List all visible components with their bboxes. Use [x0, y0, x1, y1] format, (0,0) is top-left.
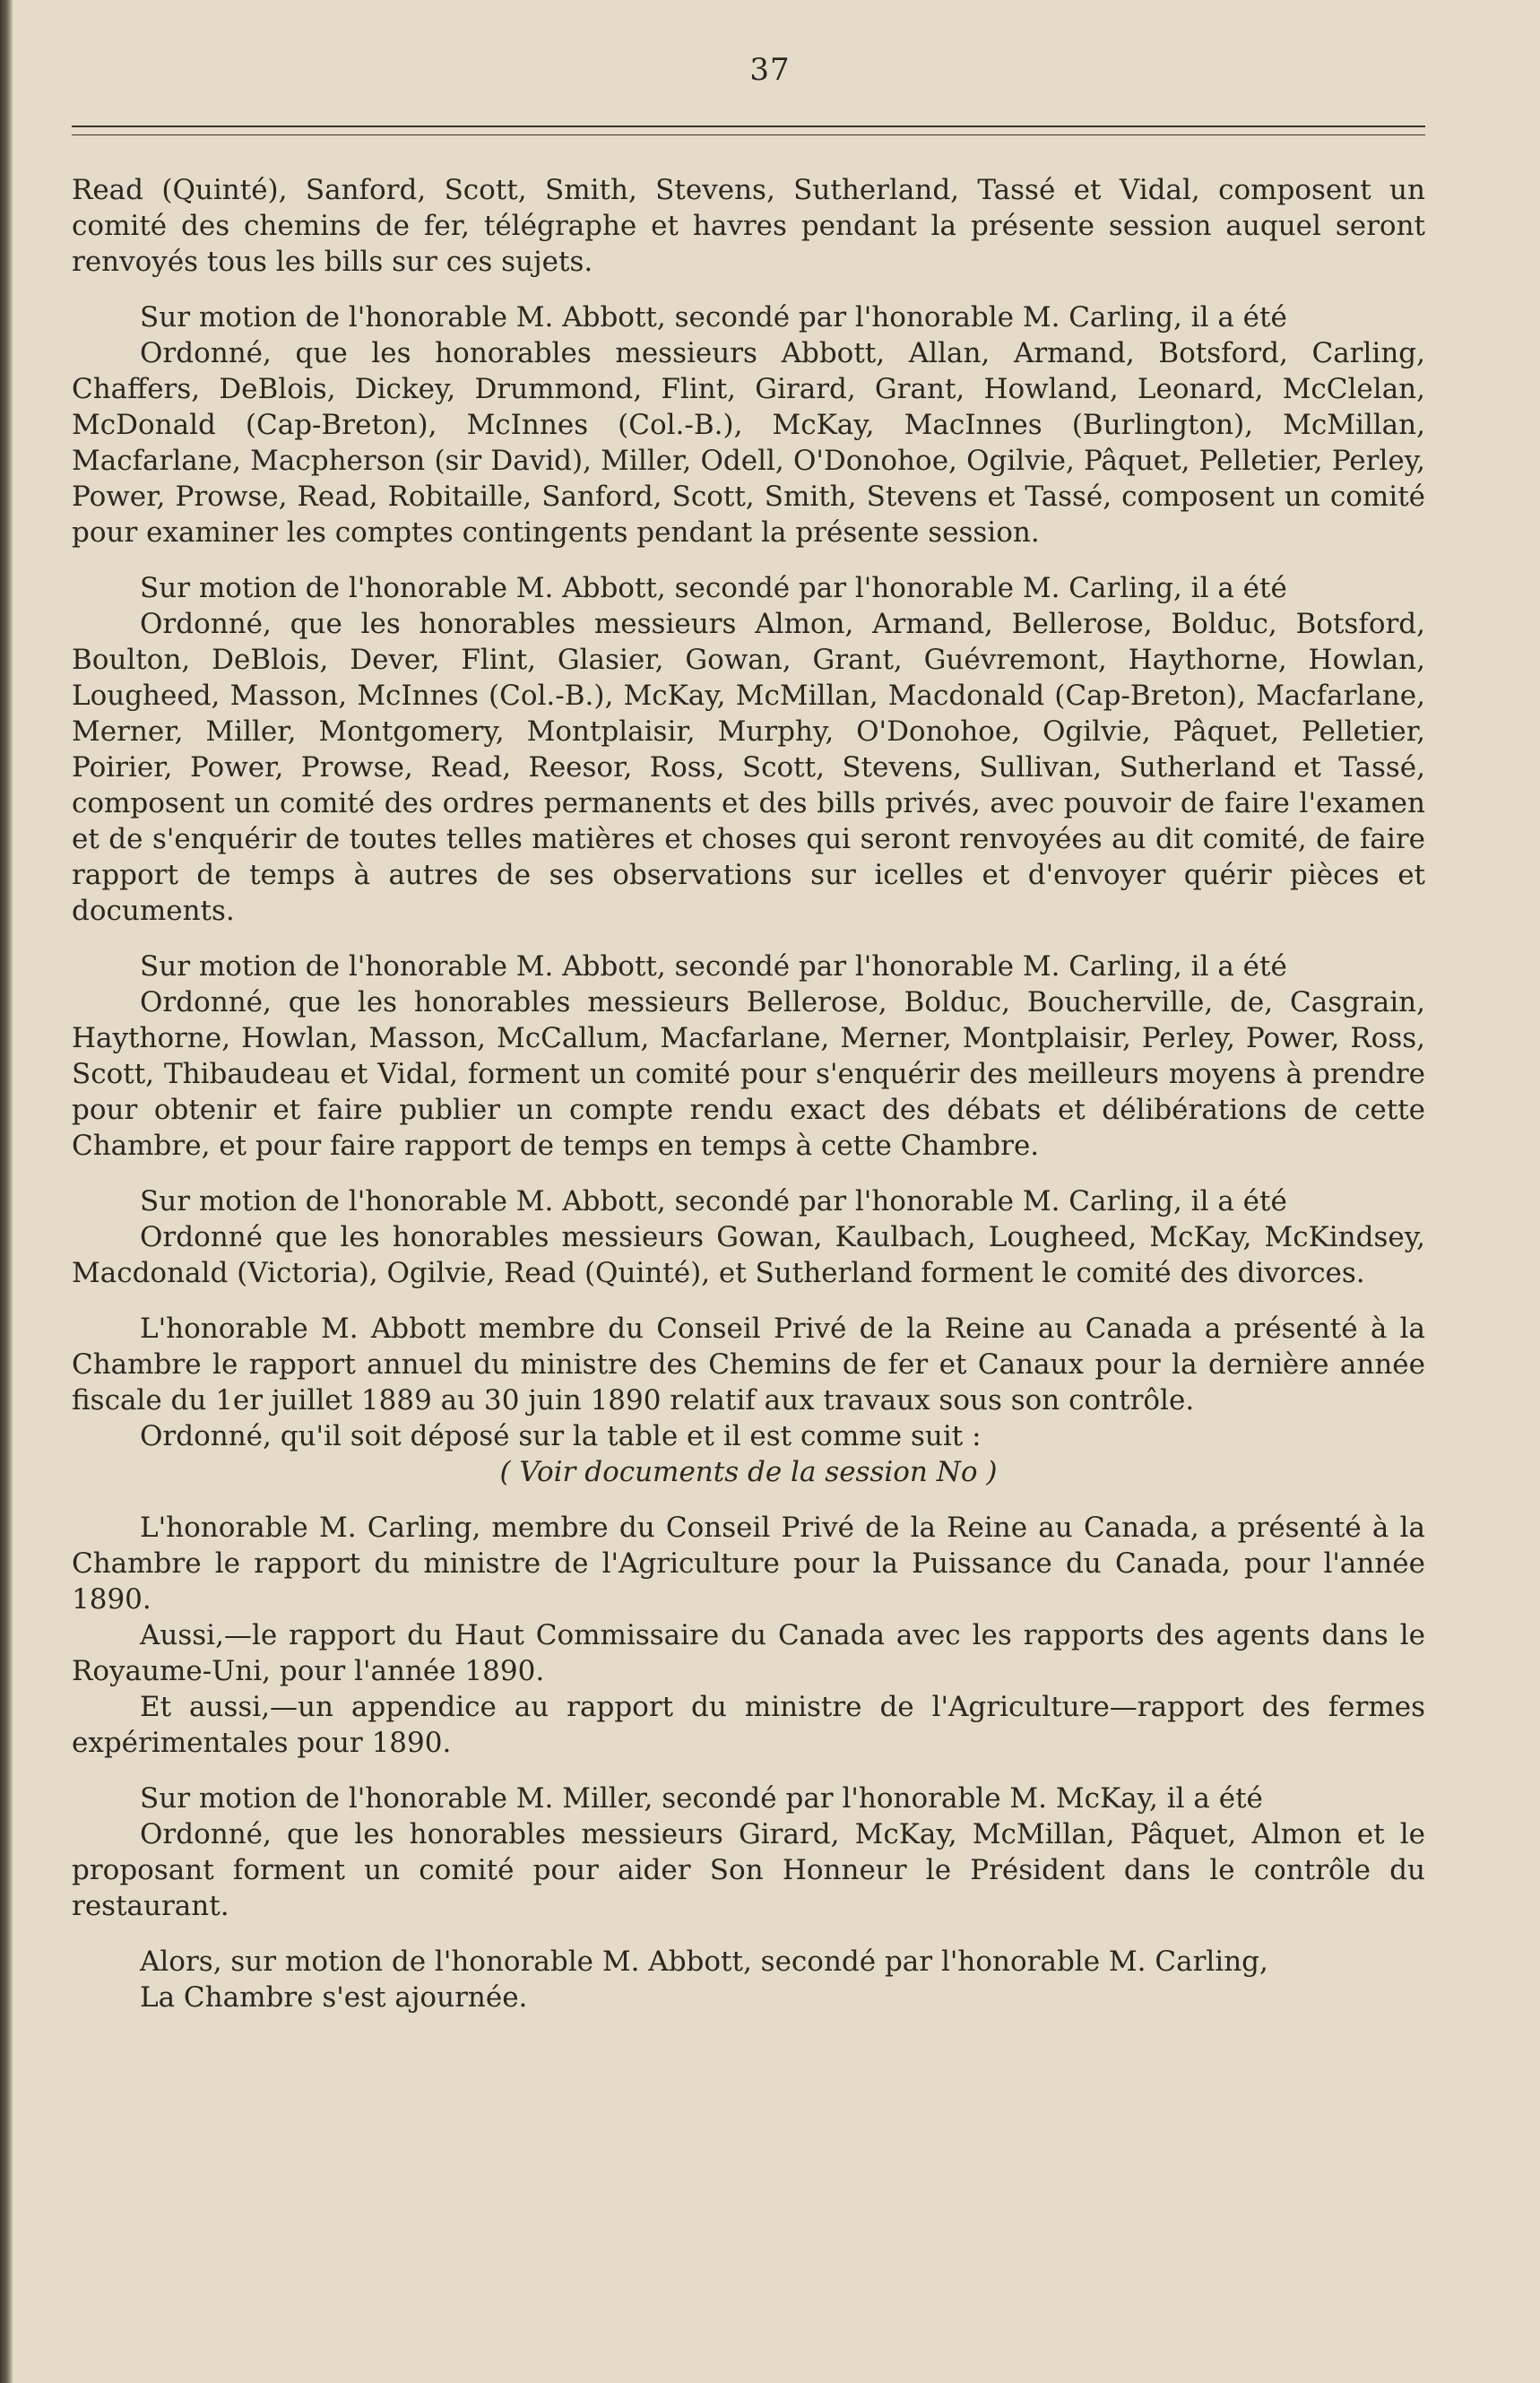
- report-paragraph: L'honorable M. Carling, membre du Conseil Privé de la Reine au Canada, a présenté à la Chambre le rapport du ministre de l'Agriculture pour la Puissance du Canada, pour l'année 1890.: [72, 1512, 1425, 1616]
- report-paragraph: Aussi,—le rapport du Haut Commissaire du Canada avec les rapports des agents dans le Royaume-Uni, pour l'année 1890.: [72, 1619, 1425, 1687]
- order-paragraph: Ordonné, que les honorables messieurs Girard, McKay, McMillan, Pâquet, Almon et le proposant forment un comité pour aider Son Honneur le Président dans le contrôle du restaurant.: [72, 1818, 1425, 1922]
- header-rule-top: [72, 126, 1425, 127]
- report-paragraph: Et aussi,—un appendice au rapport du ministre de l'Agriculture—rapport des fermes expérimentales pour 1890.: [72, 1691, 1425, 1759]
- order-line: Ordonné, qu'il soit déposé sur la table et il est comme suit :: [140, 1420, 982, 1452]
- paragraph: Read (Quinté), Sanford, Scott, Smith, Stevens, Sutherland, Tassé et Vidal, composent un comité des chemins de fer, télégraphe et havres pendant la présente session auquel seront renvoyés tous les bills sur ces sujets.: [72, 174, 1425, 278]
- document-reference: ( Voir documents de la session No ): [499, 1456, 998, 1488]
- motion-line: Sur motion de l'honorable M. Abbott, secondé par l'honorable M. Carling, il a été: [140, 950, 1287, 983]
- header-rule-bottom: [72, 134, 1425, 135]
- motion-line: Sur motion de l'honorable M. Abbott, secondé par l'honorable M. Carling, il a été: [140, 301, 1287, 334]
- motion-line: Sur motion de l'honorable M. Abbott, secondé par l'honorable M. Carling, il a été: [140, 1185, 1287, 1217]
- order-paragraph: Ordonné, que les honorables messieurs Abbott, Allan, Armand, Botsford, Carling, Chaffers, DeBlois, Dickey, Drummond, Flint, Girard, Grant, Howland, Leonard, McClelan, McDonald (Cap-Breton), McInnes (Col.-B.), McKay, MacInnes (Burlington), McMillan, Macfarlane, Macpherson (sir David), Miller, Odell, O'Donohoe, Ogilvie, Pâquet, Pelletier, Perley, Power, Prowse, Read, Robitaille, Sanford, Scott, Smith, Stevens et Tassé, composent un comité pour examiner les comptes contingents pendant la présente session.: [72, 337, 1425, 549]
- page-binding-edge: [0, 0, 13, 2383]
- order-paragraph: Ordonné, que les honorables messieurs Bellerose, Bolduc, Boucherville, de, Casgrain, Haythorne, Howlan, Masson, McCallum, Macfarlane, Merner, Montplaisir, Perley, Power, Ross, Scott, Thibaudeau et Vidal, forment un comité pour s'enquérir des meilleurs moyens à prendre pour obtenir et faire publier un compte rendu exact des débats et délibérations de cette Chambre, et pour faire rapport de temps en temps à cette Chambre.: [72, 986, 1425, 1162]
- motion-line: Sur motion de l'honorable M. Miller, secondé par l'honorable M. McKay, il a été: [140, 1782, 1263, 1815]
- page-number: 37: [749, 52, 791, 88]
- report-paragraph: L'honorable M. Abbott membre du Conseil Privé de la Reine au Canada a présenté à la Chambre le rapport annuel du ministre des Chemins de fer et Canaux pour la dernière année fiscale du 1er juillet 1889 au 30 juin 1890 relatif aux travaux sous son contrôle.: [72, 1313, 1425, 1417]
- page-body: [72, 172, 1425, 2035]
- motion-line: Alors, sur motion de l'honorable M. Abbott, secondé par l'honorable M. Carling,: [140, 1945, 1268, 1978]
- order-paragraph: Ordonné que les honorables messieurs Gowan, Kaulbach, Lougheed, McKay, McKindsey, Macdonald (Victoria), Ogilvie, Read (Quinté), et Sutherland forment le comité des divorces.: [72, 1221, 1425, 1289]
- motion-line: Sur motion de l'honorable M. Abbott, secondé par l'honorable M. Carling, il a été: [140, 572, 1287, 604]
- adjournment-line: La Chambre s'est ajournée.: [140, 1981, 528, 2014]
- order-paragraph: Ordonné, que les honorables messieurs Almon, Armand, Bellerose, Bolduc, Botsford, Boulton, DeBlois, Dever, Flint, Glasier, Gowan, Grant, Guévremont, Haythorne, Howlan, Lougheed, Masson, McInnes (Col.-B.), McKay, McMillan, Macdonald (Cap-Breton), Macfarlane, Merner, Miller, Montgomery, Montplaisir, Murphy, O'Donohoe, Ogilvie, Pâquet, Pelletier, Poirier, Power, Prowse, Read, Reesor, Ross, Scott, Stevens, Sullivan, Sutherland et Tassé, composent un comité des ordres permanents et des bills privés, avec pouvoir de faire l'examen et de s'enquérir de toutes telles matières et choses qui seront renvoyées au dit comité, de faire rapport de temps à autres de ses observations sur icelles et d'envoyer quérir pièces et documents.: [72, 608, 1425, 927]
